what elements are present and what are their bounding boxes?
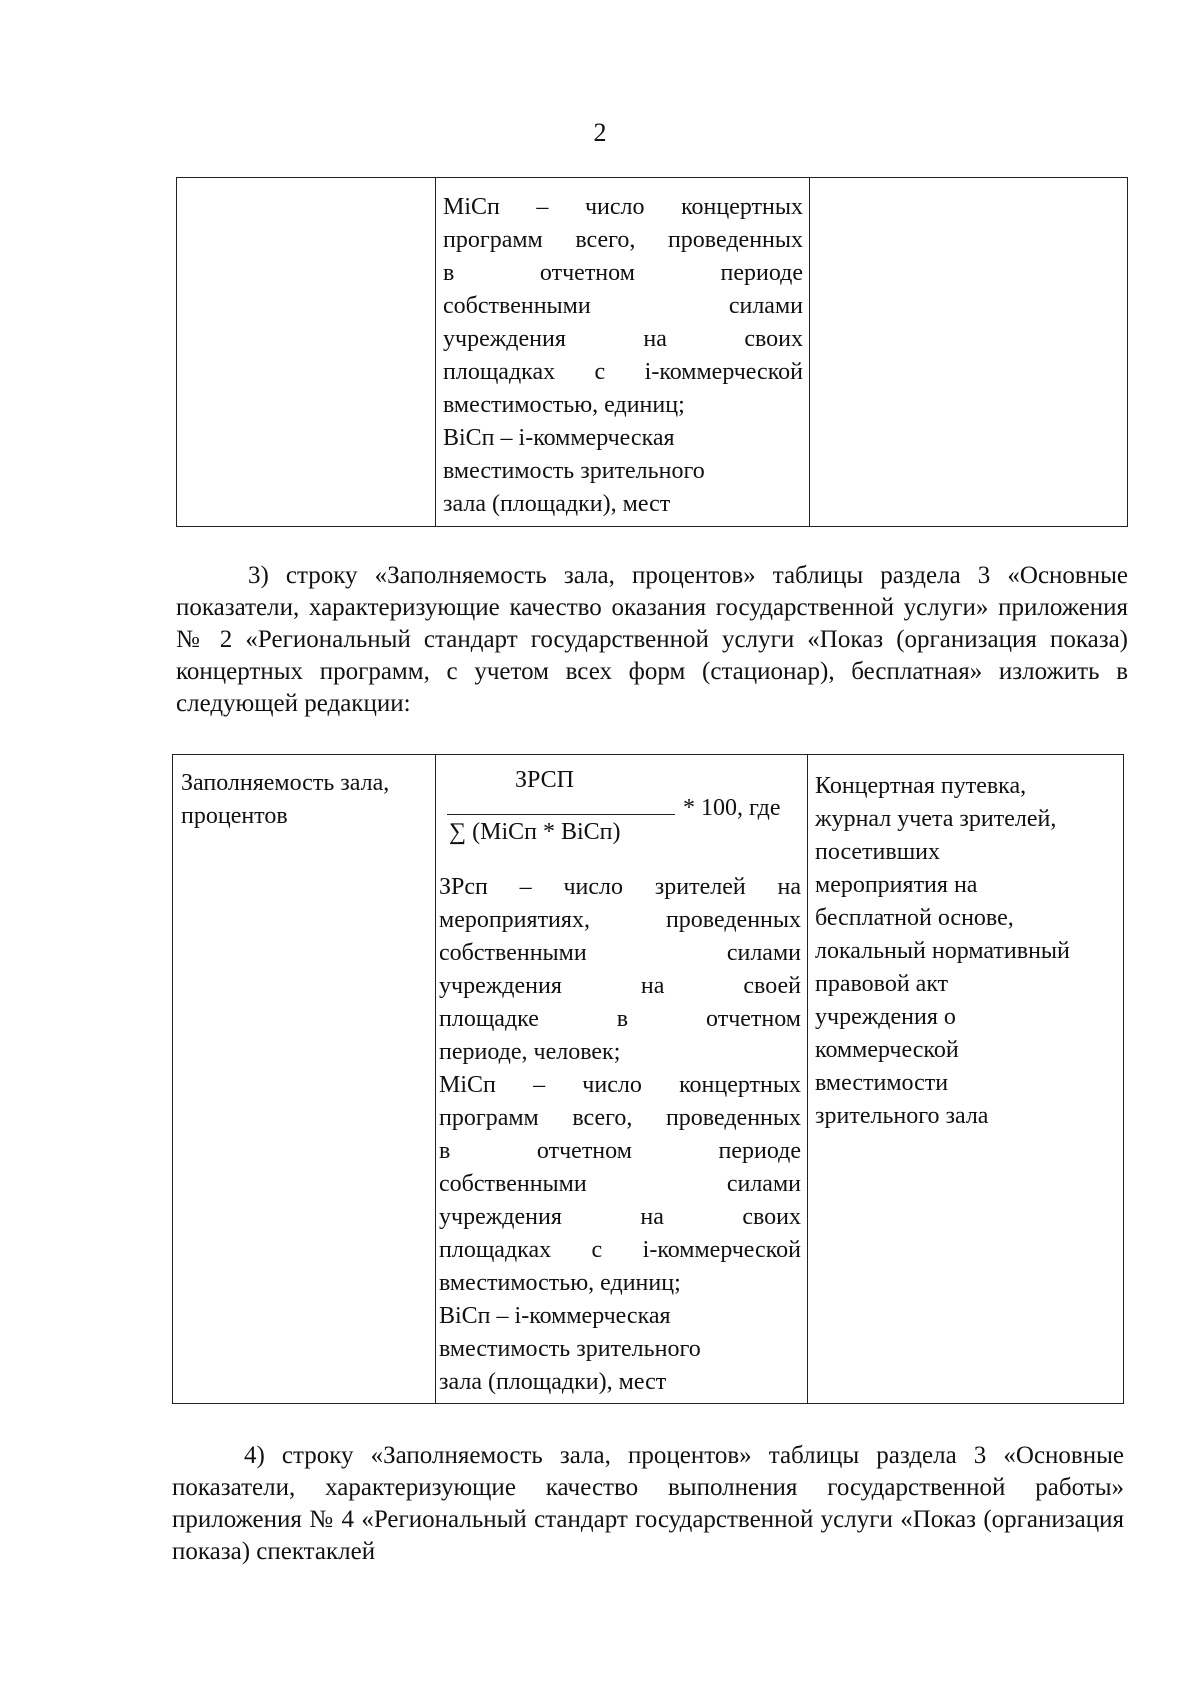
note-line: собственными силами	[439, 1171, 801, 1197]
formula-numerator: ЗРСП	[515, 767, 575, 793]
note-line: учреждения о	[815, 1004, 956, 1030]
note-line: собственными силами	[443, 293, 803, 319]
note-line: посетивших	[815, 839, 941, 865]
note-line: зрительного зала	[815, 1103, 989, 1129]
note-line: вместимостью, единиц;	[443, 392, 685, 418]
note-line: площадках с i-коммерческой	[443, 359, 803, 385]
table-cell-source	[809, 178, 1127, 526]
note-line: вместимостью, единиц;	[439, 1270, 681, 1296]
paragraph-item-3: 3) строку «Заполняемость зала, процентов» таблицы раздела 3 «Основные показатели, характеризующие качество оказания государственной услуги» приложения № 2 «Региональный стандарт государственной услуги «Показ (организация показа) концертных программ, с учетом всех форм (стационар), бесплатная» изложить в следующей редакции:	[176, 562, 1128, 717]
note-line: периоде, человек;	[439, 1039, 621, 1065]
note-line: вместимости	[815, 1070, 949, 1096]
table-indicator	[172, 754, 1124, 1404]
table-continuation	[176, 177, 1128, 527]
note-line: собственными силами	[439, 940, 801, 966]
note-line: ВiСп – i-коммерческая	[439, 1303, 671, 1329]
note-line: программ всего, проведенных	[439, 1105, 801, 1131]
formula-multiplier: * 100, где	[683, 795, 781, 821]
note-line: учреждения на своих	[439, 1204, 801, 1230]
table-cell-indicator	[177, 178, 435, 526]
note-line: мероприятиях, проведенных	[439, 907, 801, 933]
note-line: ВiСп – i-коммерческая	[443, 425, 675, 451]
table-cell-formula-notes	[443, 178, 803, 526]
indicator-name: Заполняемость зала, процентов	[181, 770, 390, 829]
note-line: бесплатной основе,	[815, 905, 1014, 931]
column-divider	[807, 755, 808, 1403]
note-line: зала (площадки), мест	[443, 491, 671, 517]
column-divider	[435, 178, 436, 526]
note-line: Концертная путевка,	[815, 773, 1027, 799]
formula-denominator: ∑ (МiСп * ВiСп)	[449, 819, 621, 845]
paragraph-item-4: 4) строку «Заполняемость зала, процентов» таблицы раздела 3 «Основные показатели, характеризующие качество выполнения государственной работы» приложения № 4 «Региональный стандарт государственной услуги «Показ (организация показа) спектаклей	[172, 1442, 1124, 1565]
page-number: 2	[593, 118, 607, 147]
note-line: мероприятия на	[815, 872, 978, 898]
note-line: в отчетном периоде	[439, 1138, 801, 1164]
note-line: в отчетном периоде	[443, 260, 803, 286]
note-line: вместимость зрительного	[439, 1336, 701, 1362]
note-line: журнал учета зрителей,	[815, 806, 1057, 832]
formula	[439, 755, 803, 865]
note-line: правовой акт	[815, 971, 949, 997]
column-divider	[435, 755, 436, 1403]
note-line: локальный нормативный	[815, 938, 1070, 964]
fraction-bar	[447, 814, 675, 815]
note-line: площадке в отчетном	[439, 1006, 801, 1032]
note-line: учреждения на своей	[439, 973, 801, 999]
formula-notes	[439, 871, 801, 1399]
table-cell-formula	[439, 755, 803, 1403]
note-line: учреждения на своих	[443, 326, 803, 352]
table-cell-indicator-name	[181, 755, 431, 1403]
note-line: зала (площадки), мест	[439, 1369, 667, 1395]
table-cell-source	[815, 755, 1123, 1403]
note-line: МiСп – число концертных	[439, 1072, 801, 1098]
note-line: МiСп – число концертных	[443, 194, 803, 220]
note-line: вместимость зрительного	[443, 458, 705, 484]
note-line: программ всего, проведенных	[443, 227, 803, 253]
note-line: ЗРсп – число зрителей на	[439, 874, 801, 900]
note-line: коммерческой	[815, 1037, 959, 1063]
note-line: площадках с i-коммерческой	[439, 1237, 801, 1263]
